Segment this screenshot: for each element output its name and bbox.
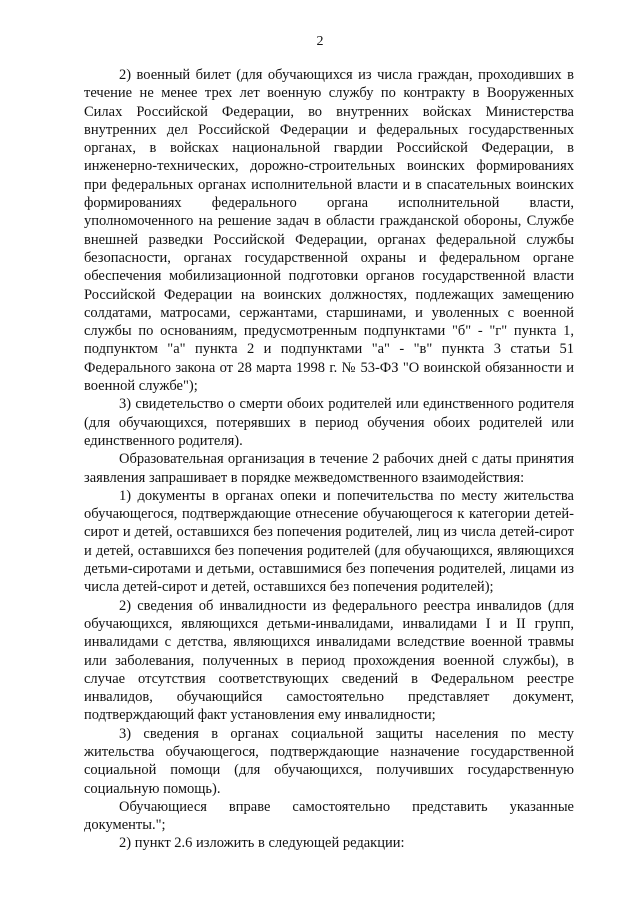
paragraph-social-protection-info: 3) сведения в органах социальной защиты населения по месту жительства обучающегося, подтверждающие назначение государственной социальной помощи (для обучающихся, получивших государственную социальную помощь). (84, 725, 574, 797)
document-body (84, 66, 574, 853)
page-number: 2 (316, 34, 324, 49)
paragraph-clause-2-6: 2) пункт 2.6 изложить в следующей редакции: (119, 835, 405, 852)
paragraph-military-id: 2) военный билет (для обучающихся из числа граждан, проходивших в течение не менее трех лет военную службу по контракту в Вооруженных Силах Российской Федерации, во внутренних войсках Министерства внутренних дел Российской Федерации и федеральных государственных органах, в войсках национальной гвардии Российской Федерации, в инженерно-технических, дорожно-строительных воинских формированиях при федеральных органах исполнительной власти и в спасательных воинских формированиях федерального органа исполнительной власти, уполномоченного на решение задач в области гражданской обороны, Службе внешней разведки Российской Федерации, органах федеральной службы безопасности, органах государственной охраны и федеральном органе обеспечения мобилизационной подготовки органов государственной власти Российской Федерации на воинских должностях, подлежащих замещению солдатами, матросами, сержантами, старшинами, и уволенных с военной службы по основаниям, предусмотренным подпунктами "б" - "г" пункта 1, подпунктом "а" пункта 2 и подпунктами "а" - "в" пункта 3 статьи 51 Федерального закона от 28 марта 1998 г. № 53-ФЗ "О воинской обязанности и военной службе"); (84, 67, 574, 395)
paragraph-guardianship-documents: 1) документы в органах опеки и попечительства по месту жительства обучающегося, подтверждающие отнесение обучающегося к категории детей-сирот и детей, оставшихся без попечения родителей, лиц из числа детей-сирот и детей, оставшихся без попечения родителей (для обучающихся, являющихся детьми-сиротами и детьми, оставшимися без попечения родителей, лицами из числа детей-сирот и детей, оставшихся без попечения родителей); (84, 487, 574, 596)
paragraph-disability-info: 2) сведения об инвалидности из федерального реестра инвалидов (для обучающихся, являющихся детьми-инвалидами, инвалидами I и II групп, инвалидами с детства, являющихся инвалидами вследствие военной травмы или заболевания, полученных в период прохождения военной службы), в случае отсутствия соответствующих сведений в Федеральном реестре инвалидов, обучающийся самостоятельно представляет документ, подтверждающий факт установления ему инвалидности; (84, 597, 574, 724)
paragraph-self-submission: Обучающиеся вправе самостоятельно представить указанные документы."; (84, 798, 574, 834)
paragraph-interagency-request: Образовательная организация в течение 2 рабочих дней с даты принятия заявления запрашивает в порядке межведомственного взаимодействия: (84, 451, 574, 486)
paragraph-death-certificate: 3) свидетельство о смерти обоих родителей или единственного родителя (для обучающихся, потерявших в период обучения обоих родителей или единственного родителя). (84, 396, 574, 449)
